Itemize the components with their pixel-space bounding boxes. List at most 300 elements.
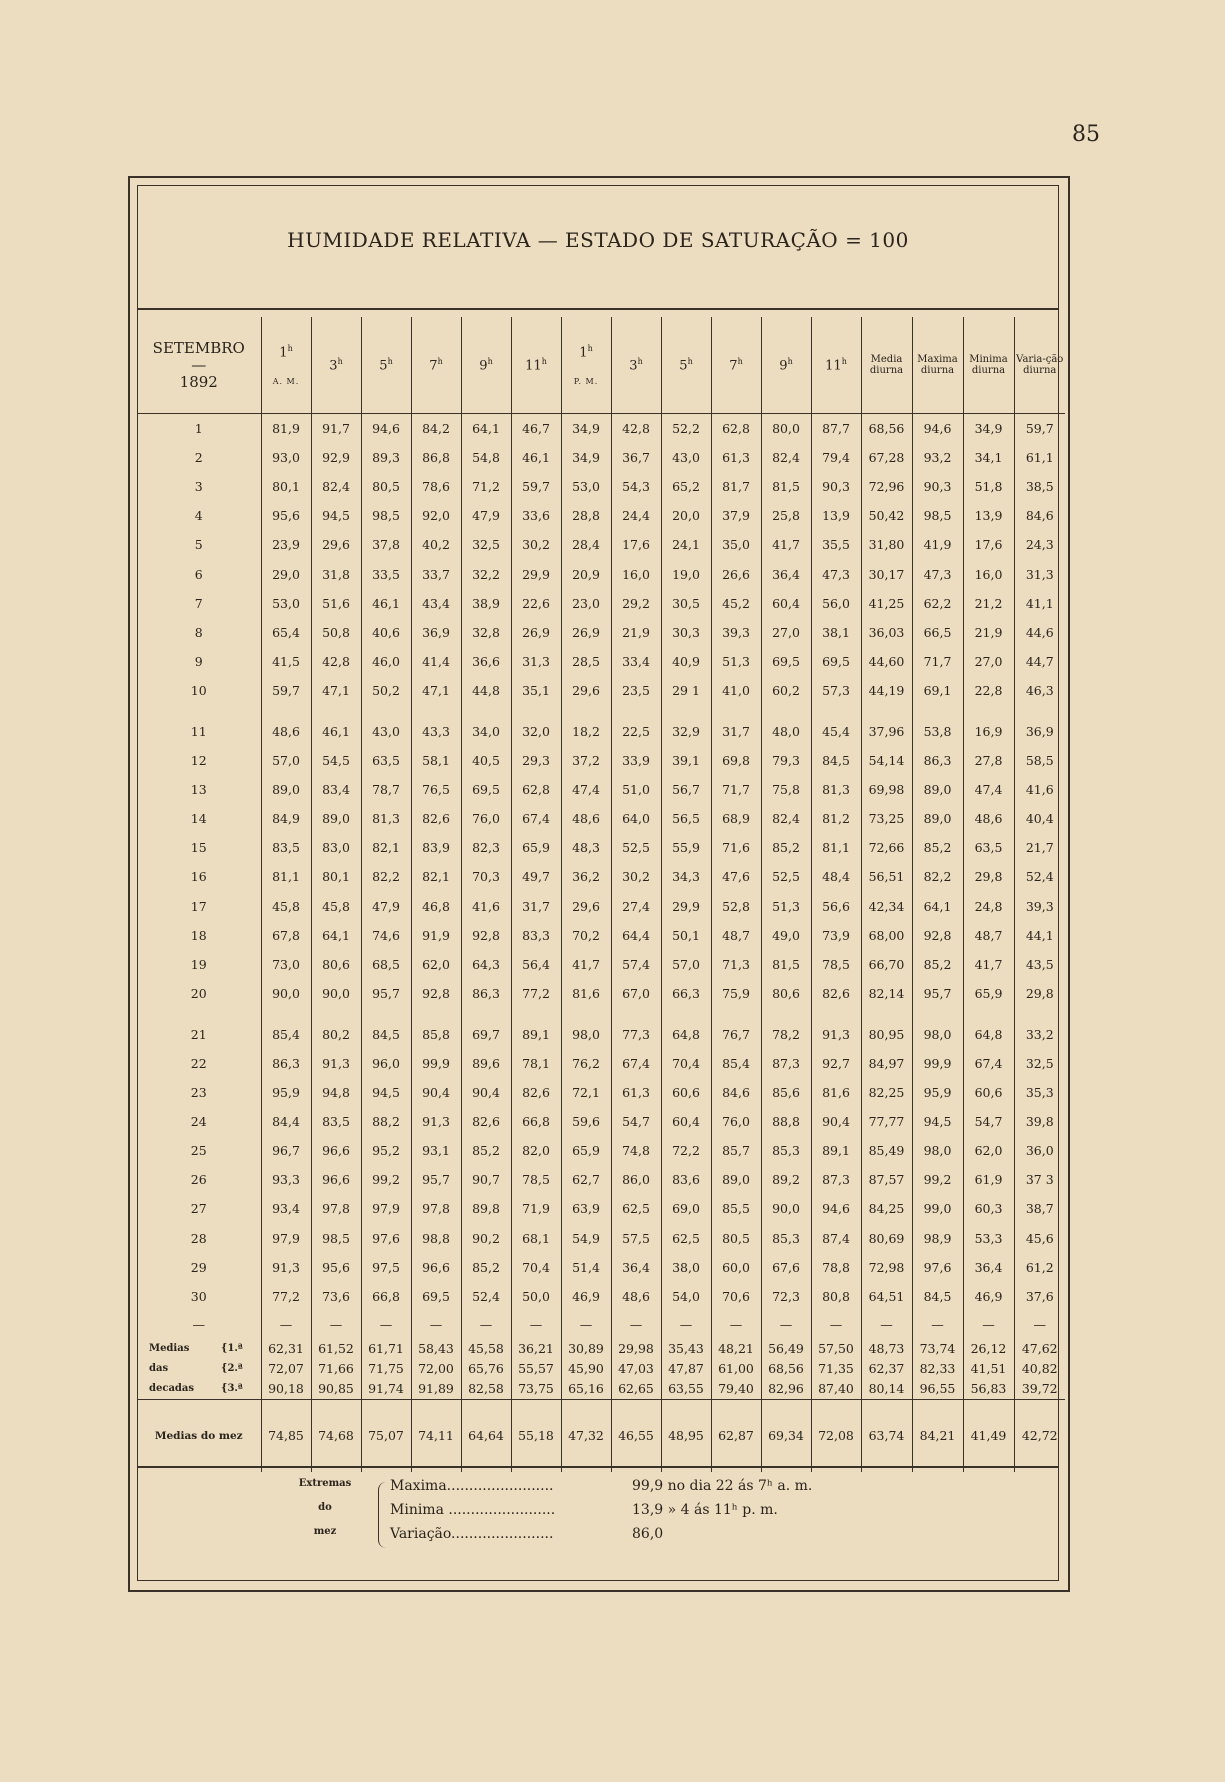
value-cell: 96,6	[311, 1136, 361, 1165]
value-cell: 28,5	[561, 647, 611, 676]
day-number: 19	[190, 956, 207, 972]
value-cell: 90,0	[761, 1194, 811, 1223]
gap-cell	[1014, 1008, 1065, 1020]
value-cell: 56,4	[511, 950, 561, 979]
value-cell: 93,4	[261, 1194, 311, 1223]
value-cell: 81,1	[261, 862, 311, 891]
value-cell: 86,3	[261, 1049, 311, 1078]
value-cell: 64,8	[661, 1020, 711, 1049]
decade-value: 26,12	[963, 1339, 1014, 1359]
value-cell: 90,0	[261, 979, 311, 1008]
dash-cell: —	[811, 1311, 861, 1339]
decade-value: 96,55	[912, 1379, 963, 1400]
value-cell: 78,2	[761, 1020, 811, 1049]
month-mean-value: 74,68	[311, 1399, 361, 1472]
value-cell: 36,9	[1014, 717, 1065, 746]
value-cell: 97,5	[361, 1253, 411, 1282]
hour-header-9	[711, 317, 761, 414]
value-cell: 58,5	[1014, 746, 1065, 775]
day-number: 17	[190, 898, 207, 914]
value-cell: 45,4	[811, 717, 861, 746]
value-cell: 44,1	[1014, 921, 1065, 950]
table-row	[137, 1194, 1065, 1223]
value-cell: 92,0	[411, 501, 461, 530]
value-cell: 48,3	[561, 833, 611, 862]
value-cell: 82,3	[461, 833, 511, 862]
table-row	[137, 1165, 1065, 1194]
value-cell: 33,6	[511, 501, 561, 530]
day-number: 6	[194, 566, 203, 582]
value-cell: 98,0	[561, 1020, 611, 1049]
table-row	[137, 1136, 1065, 1165]
value-cell: 41,6	[461, 892, 511, 921]
table-row	[137, 530, 1065, 559]
day-number: 18	[190, 927, 207, 943]
value-cell: 43,0	[661, 443, 711, 472]
value-cell: 13,9	[963, 501, 1014, 530]
value-cell: 60,4	[761, 589, 811, 618]
value-cell: 29,2	[611, 589, 661, 618]
value-cell: 47,9	[461, 501, 511, 530]
value-cell: 40,6	[361, 618, 411, 647]
value-cell: 60,2	[761, 676, 811, 705]
value-cell: 30,3	[661, 618, 711, 647]
decade-label: Medias {1.ª	[149, 1343, 243, 1355]
decade-value: 71,66	[311, 1359, 361, 1379]
hour-header-7	[611, 317, 661, 414]
decade-value: 30,89	[561, 1339, 611, 1359]
value-cell: 52,8	[711, 892, 761, 921]
value-cell: 51,4	[561, 1253, 611, 1282]
value-cell: 64,51	[861, 1282, 912, 1311]
value-cell: 43,3	[411, 717, 461, 746]
value-cell: 16,0	[611, 559, 661, 588]
value-cell: 72,66	[861, 833, 912, 862]
value-cell: 28,4	[561, 530, 611, 559]
value-cell: 43,0	[361, 717, 411, 746]
value-cell: 45,6	[1014, 1224, 1065, 1253]
value-cell: 26,6	[711, 559, 761, 588]
value-cell: 39,3	[1014, 892, 1065, 921]
day-number: 1	[194, 421, 203, 437]
day-number: 2	[194, 450, 203, 466]
decade-ordinal: 2.ª	[227, 1363, 243, 1375]
value-cell: 50,1	[661, 921, 711, 950]
decade-value: 72,07	[261, 1359, 311, 1379]
value-cell: 81,1	[811, 833, 861, 862]
day-number: 28	[190, 1230, 207, 1246]
month-mean-value: 84,21	[912, 1399, 963, 1472]
month-mean-value: 47,32	[561, 1399, 611, 1472]
gap-cell	[461, 1008, 511, 1020]
value-cell: 70,4	[661, 1049, 711, 1078]
value-cell: 98,5	[311, 1224, 361, 1253]
title-divider	[137, 308, 1059, 310]
dash-cell: —	[361, 1311, 411, 1339]
value-cell: 48,0	[761, 717, 811, 746]
value-cell: 32,5	[461, 530, 511, 559]
value-cell: 54,14	[861, 746, 912, 775]
value-cell: 63,9	[561, 1194, 611, 1223]
decade-value: 91,74	[361, 1379, 411, 1400]
value-cell: 50,42	[861, 501, 912, 530]
value-cell: 76,5	[411, 775, 461, 804]
value-cell: 76,7	[711, 1020, 761, 1049]
hour-number: 3	[629, 358, 638, 374]
month-header	[137, 317, 261, 414]
value-cell: 94,5	[311, 501, 361, 530]
decade-value: 45,90	[561, 1359, 611, 1379]
day-number: 8	[194, 624, 203, 640]
value-cell: 86,0	[611, 1165, 661, 1194]
value-cell: 48,4	[811, 862, 861, 891]
value-cell: 49,7	[511, 862, 561, 891]
gap-cell	[261, 705, 311, 717]
value-cell: 97,9	[261, 1224, 311, 1253]
value-cell: 53,0	[561, 472, 611, 501]
value-cell: 80,6	[311, 950, 361, 979]
dash-cell: —	[661, 1311, 711, 1339]
value-cell: 40,9	[661, 647, 711, 676]
value-cell: 92,8	[461, 921, 511, 950]
value-cell: 93,0	[261, 443, 311, 472]
value-cell: 44,19	[861, 676, 912, 705]
value-cell: 64,1	[912, 892, 963, 921]
hour-number: 1	[279, 345, 288, 361]
value-cell: 29 1	[661, 676, 711, 705]
value-cell: 69,1	[912, 676, 963, 705]
value-cell: 71,6	[711, 833, 761, 862]
value-cell: 36,0	[1014, 1136, 1065, 1165]
value-cell: 53,8	[912, 717, 963, 746]
value-cell: 42,8	[311, 647, 361, 676]
value-cell: 68,00	[861, 921, 912, 950]
hour-header-5	[511, 317, 561, 414]
value-cell: 47,9	[361, 892, 411, 921]
gap-cell	[511, 705, 561, 717]
year: 1892	[179, 372, 218, 391]
value-cell: 16,9	[963, 717, 1014, 746]
value-cell: 67,0	[611, 979, 661, 1008]
value-cell: 62,8	[711, 414, 761, 444]
value-cell: 52,4	[461, 1282, 511, 1311]
month-mean-value: 69,34	[761, 1399, 811, 1472]
dash-cell: —	[1014, 1311, 1065, 1339]
value-cell: 84,5	[361, 1020, 411, 1049]
value-cell: 82,2	[912, 862, 963, 891]
decade-value: 82,96	[761, 1379, 811, 1400]
value-cell: 96,7	[261, 1136, 311, 1165]
month-mean-value: 74,85	[261, 1399, 311, 1472]
value-cell: 84,2	[411, 414, 461, 444]
decade-value: 91,89	[411, 1379, 461, 1400]
value-cell: 85,8	[411, 1020, 461, 1049]
value-cell: 56,5	[661, 804, 711, 833]
table-row	[137, 746, 1065, 775]
hour-header-3	[411, 317, 461, 414]
value-cell: 29,8	[963, 862, 1014, 891]
month-name: SETEMBRO	[152, 338, 245, 357]
gap-cell	[661, 705, 711, 717]
value-cell: 48,6	[963, 804, 1014, 833]
gap-cell	[761, 705, 811, 717]
value-cell: 41,25	[861, 589, 912, 618]
decade-value: 61,52	[311, 1339, 361, 1359]
value-cell: 70,6	[711, 1282, 761, 1311]
value-cell: 54,0	[661, 1282, 711, 1311]
value-cell: 60,6	[963, 1078, 1014, 1107]
value-cell: 86,8	[411, 443, 461, 472]
value-cell: 80,8	[811, 1282, 861, 1311]
value-cell: 39,1	[661, 746, 711, 775]
value-cell: 37,8	[361, 530, 411, 559]
value-cell: 54,7	[963, 1107, 1014, 1136]
gap-cell	[361, 705, 411, 717]
value-cell: 37 3	[1014, 1165, 1065, 1194]
value-cell: 93,3	[261, 1165, 311, 1194]
value-cell: 48,7	[963, 921, 1014, 950]
decade-value: 47,03	[611, 1359, 661, 1379]
month-mean-value: 64,64	[461, 1399, 511, 1472]
value-cell: 51,0	[611, 775, 661, 804]
month-mean-value: 72,08	[811, 1399, 861, 1472]
value-cell: 90,4	[811, 1107, 861, 1136]
value-cell: 43,4	[411, 589, 461, 618]
value-cell: 84,97	[861, 1049, 912, 1078]
day-number: 29	[190, 1259, 207, 1275]
table-row	[137, 1253, 1065, 1282]
gap-cell	[311, 705, 361, 717]
value-cell: 90,0	[311, 979, 361, 1008]
value-cell: 13,9	[811, 501, 861, 530]
value-cell: 93,1	[411, 1136, 461, 1165]
value-cell: 31,3	[1014, 559, 1065, 588]
decade-label-text: Medias	[149, 1343, 190, 1355]
value-cell: 81,3	[361, 804, 411, 833]
value-cell: 83,6	[661, 1165, 711, 1194]
decade-value: 61,00	[711, 1359, 761, 1379]
value-cell: 62,0	[963, 1136, 1014, 1165]
gap-cell	[861, 705, 912, 717]
day-number: 20	[190, 985, 207, 1001]
decade-value: 79,40	[711, 1379, 761, 1400]
value-cell: 27,0	[963, 647, 1014, 676]
hour-number: 9	[479, 358, 488, 374]
value-cell: 41,7	[963, 950, 1014, 979]
gap-cell	[861, 1008, 912, 1020]
decade-value: 29,98	[611, 1339, 661, 1359]
value-cell: 64,1	[311, 921, 361, 950]
hour-number: 5	[379, 358, 388, 374]
hour-suffix: h	[587, 344, 593, 354]
day-number: 25	[190, 1143, 207, 1159]
value-cell: 65,2	[661, 472, 711, 501]
hour-header-4	[461, 317, 511, 414]
gap-cell	[461, 705, 511, 717]
value-cell: 85,2	[912, 833, 963, 862]
value-cell: 71,2	[461, 472, 511, 501]
month-mean-value: 42,72	[1014, 1399, 1065, 1472]
value-cell: 36,03	[861, 618, 912, 647]
value-cell: 57,4	[611, 950, 661, 979]
day-number: 21	[190, 1026, 207, 1042]
value-cell: 51,6	[311, 589, 361, 618]
value-cell: 69,5	[811, 647, 861, 676]
value-cell: 17,6	[611, 530, 661, 559]
value-cell: 23,9	[261, 530, 311, 559]
value-cell: 85,3	[761, 1224, 811, 1253]
decade-ordinal: 3.ª	[227, 1383, 243, 1395]
value-cell: 67,28	[861, 443, 912, 472]
value-cell: 49,0	[761, 921, 811, 950]
value-cell: 72,96	[861, 472, 912, 501]
value-cell: 32,9	[661, 717, 711, 746]
gap-cell	[511, 1008, 561, 1020]
hour-header-1	[311, 317, 361, 414]
value-cell: 27,8	[963, 746, 1014, 775]
gap-cell	[411, 705, 461, 717]
hour-suffix: h	[787, 356, 793, 366]
value-cell: 65,9	[511, 833, 561, 862]
pm-label: P. M.	[573, 376, 599, 386]
value-cell: 87,4	[811, 1224, 861, 1253]
value-cell: 31,8	[311, 559, 361, 588]
header-maxima: Maxima diurna	[912, 317, 963, 414]
month-dash: —	[191, 355, 207, 374]
value-cell: 37,9	[711, 501, 761, 530]
hour-header-10	[761, 317, 811, 414]
value-cell: 99,2	[361, 1165, 411, 1194]
dash-cell: —	[912, 1311, 963, 1339]
value-cell: 46,8	[411, 892, 461, 921]
value-cell: 42,8	[611, 414, 661, 444]
value-cell: 85,7	[711, 1136, 761, 1165]
value-cell: 69,5	[461, 775, 511, 804]
gap-cell	[711, 705, 761, 717]
day-number: 12	[190, 753, 207, 769]
value-cell: 54,5	[311, 746, 361, 775]
value-cell: 29,0	[261, 559, 311, 588]
value-cell: 94,6	[811, 1194, 861, 1223]
value-cell: 50,0	[511, 1282, 561, 1311]
value-cell: 90,4	[461, 1078, 511, 1107]
table-row	[137, 950, 1065, 979]
value-cell: 89,0	[711, 1165, 761, 1194]
decade-value: 65,16	[561, 1379, 611, 1400]
extremes-label-3: mez	[313, 1526, 337, 1537]
value-cell: 34,0	[461, 717, 511, 746]
value-cell: 46,9	[963, 1282, 1014, 1311]
table-row	[137, 862, 1065, 891]
extreme-maxima-value: 99,9 no dia 22 ás 7ʰ a. m.	[632, 1478, 813, 1494]
value-cell: 88,2	[361, 1107, 411, 1136]
value-cell: 83,5	[261, 833, 311, 862]
value-cell: 81,9	[261, 414, 311, 444]
value-cell: 67,4	[963, 1049, 1014, 1078]
day-number: 7	[194, 595, 203, 611]
value-cell: 40,2	[411, 530, 461, 559]
value-cell: 68,5	[361, 950, 411, 979]
value-cell: 91,3	[261, 1253, 311, 1282]
value-cell: 24,1	[661, 530, 711, 559]
value-cell: 85,49	[861, 1136, 912, 1165]
value-cell: 46,1	[311, 717, 361, 746]
value-cell: 66,8	[361, 1282, 411, 1311]
value-cell: 81,5	[761, 472, 811, 501]
value-cell: 23,5	[611, 676, 661, 705]
value-cell: 89,0	[912, 775, 963, 804]
value-cell: 60,6	[661, 1078, 711, 1107]
value-cell: 57,3	[811, 676, 861, 705]
value-cell: 48,6	[561, 804, 611, 833]
value-cell: 47,3	[912, 559, 963, 588]
value-cell: 63,5	[963, 833, 1014, 862]
dash-cell: —	[311, 1311, 361, 1339]
hour-suffix: h	[637, 356, 643, 366]
day-number: 4	[194, 508, 203, 524]
value-cell: 95,2	[361, 1136, 411, 1165]
value-cell: 72,1	[561, 1078, 611, 1107]
month-mean-value: 41,49	[963, 1399, 1014, 1472]
value-cell: 61,2	[1014, 1253, 1065, 1282]
value-cell: 84,4	[261, 1107, 311, 1136]
value-cell: 91,9	[411, 921, 461, 950]
value-cell: 43,5	[1014, 950, 1065, 979]
value-cell: 36,6	[461, 647, 511, 676]
value-cell: 85,2	[912, 950, 963, 979]
value-cell: 98,5	[361, 501, 411, 530]
hour-suffix: h	[437, 356, 443, 366]
value-cell: 41,1	[1014, 589, 1065, 618]
value-cell: 78,5	[511, 1165, 561, 1194]
month-mean-value: 62,87	[711, 1399, 761, 1472]
decade-value: 62,37	[861, 1359, 912, 1379]
value-cell: 96,6	[311, 1165, 361, 1194]
value-cell: 22,8	[963, 676, 1014, 705]
table-row	[137, 414, 1065, 444]
decade-value: 80,14	[861, 1379, 912, 1400]
value-cell: 30,2	[511, 530, 561, 559]
hour-header-11	[811, 317, 861, 414]
value-cell: 62,5	[611, 1194, 661, 1223]
value-cell: 29,6	[561, 676, 611, 705]
value-cell: 21,9	[611, 618, 661, 647]
value-cell: 91,3	[311, 1049, 361, 1078]
value-cell: 85,4	[261, 1020, 311, 1049]
value-cell: 95,9	[261, 1078, 311, 1107]
value-cell: 69,5	[411, 1282, 461, 1311]
value-cell: 73,9	[811, 921, 861, 950]
month-mean-label: Medias do mez	[154, 1429, 243, 1442]
value-cell: 45,8	[311, 892, 361, 921]
value-cell: 82,4	[761, 804, 811, 833]
value-cell: 31,3	[511, 647, 561, 676]
value-cell: 48,6	[261, 717, 311, 746]
value-cell: 45,2	[711, 589, 761, 618]
day-number: 9	[194, 653, 203, 669]
value-cell: 59,7	[511, 472, 561, 501]
hour-suffix: h	[287, 344, 293, 354]
value-cell: 51,3	[761, 892, 811, 921]
value-cell: 41,9	[912, 530, 963, 559]
value-cell: 97,8	[311, 1194, 361, 1223]
value-cell: 89,0	[311, 804, 361, 833]
value-cell: 70,4	[511, 1253, 561, 1282]
value-cell: 79,3	[761, 746, 811, 775]
value-cell: 69,8	[711, 746, 761, 775]
value-cell: 78,8	[811, 1253, 861, 1282]
value-cell: 50,8	[311, 618, 361, 647]
